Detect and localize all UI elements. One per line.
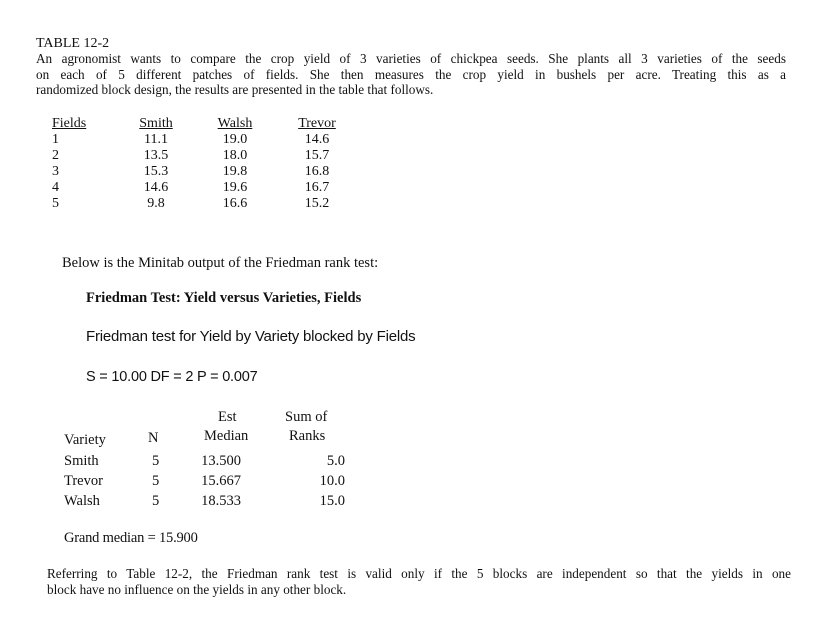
table-row	[64, 451, 349, 471]
table-cell: 5	[152, 473, 160, 489]
test-statistic-line: S = 10.00 DF = 2 P = 0.007	[86, 369, 258, 385]
table-row	[64, 491, 349, 511]
table-cell: 9.8	[147, 196, 165, 211]
table-cell: 14.6	[143, 180, 169, 195]
closing-line: block have no influence on the yields in any other block.	[47, 582, 347, 597]
table-cell: 19.8	[222, 164, 248, 179]
table-cell: 18.533	[201, 493, 241, 509]
yield-data-table	[52, 115, 358, 212]
table-cell: 15.3	[143, 164, 169, 179]
intro-line: randomized block design, the results are presented in the table that follows.	[36, 82, 434, 97]
column-header-trevor: Trevor	[298, 116, 336, 131]
table-cell: 5	[52, 196, 59, 211]
table-cell: 15.2	[304, 196, 330, 211]
table-cell: 3	[52, 164, 59, 179]
minitab-subheading: Friedman test for Yield by Variety blocked by Fields	[86, 328, 416, 345]
grand-median-value: 15.900	[158, 530, 198, 546]
table-cell: 10.0	[319, 473, 345, 489]
table-row	[52, 180, 358, 196]
table-cell: 4	[52, 180, 59, 195]
table-cell: 16.6	[222, 196, 248, 211]
column-header-fields: Fields	[52, 116, 87, 131]
table-cell: 5	[152, 493, 160, 509]
table-row	[52, 132, 358, 148]
friedman-output-table	[64, 451, 349, 511]
grand-median-label: Grand median =	[64, 530, 159, 546]
table-cell: 5	[152, 453, 160, 469]
table-cell: 15.667	[201, 473, 241, 489]
column-header-smith: Smith	[139, 116, 173, 131]
header-n: N	[148, 430, 159, 446]
table-row	[52, 148, 358, 164]
closing-paragraph	[47, 566, 791, 598]
header-ranks: Ranks	[289, 428, 326, 444]
table-cell: Smith	[64, 453, 99, 469]
table-cell: 15.7	[304, 148, 330, 163]
minitab-intro-text: Below is the Minitab output of the Friedman rank test:	[62, 255, 379, 271]
intro-paragraph	[36, 51, 786, 98]
table-label: TABLE 12-2	[36, 36, 110, 51]
table-header-row	[52, 115, 358, 132]
table-cell: 11.1	[144, 132, 168, 147]
table-cell: 1	[52, 132, 59, 147]
table-cell: Trevor	[64, 473, 103, 489]
header-median: Median	[204, 428, 249, 444]
table-cell: Walsh	[64, 493, 100, 509]
table-cell: 19.0	[222, 132, 248, 147]
table-cell: 19.6	[222, 180, 248, 195]
intro-line: on each of 5 different patches of fields. She then measures the crop yield in bushels per acre. Treating this as a	[36, 66, 786, 82]
table-cell: 16.8	[304, 164, 330, 179]
table-row	[52, 164, 358, 180]
header-est: Est	[218, 409, 237, 425]
table-row	[64, 471, 349, 491]
grand-median	[64, 530, 198, 547]
table-cell: 2	[52, 148, 59, 163]
intro-line: An agronomist wants to compare the crop yield of 3 varieties of chickpea seeds. She plants all 3 varieties of the seeds	[36, 51, 786, 66]
column-header-walsh: Walsh	[217, 116, 253, 131]
minitab-heading: Friedman Test: Yield versus Varieties, Fields	[86, 290, 362, 306]
table-cell: 13.5	[143, 148, 169, 163]
table-row	[52, 196, 358, 212]
header-variety: Variety	[64, 432, 106, 448]
table-cell: 5.0	[326, 453, 345, 469]
table-cell: 13.500	[201, 453, 241, 469]
header-sum-of: Sum of	[285, 409, 328, 425]
table-cell: 18.0	[222, 148, 248, 163]
table-cell: 14.6	[304, 132, 330, 147]
table-cell: 16.7	[304, 180, 330, 195]
table-cell: 15.0	[319, 493, 345, 509]
closing-line: Referring to Table 12-2, the Friedman rank test is valid only if the 5 blocks are independent so that the yields in one	[47, 566, 791, 581]
